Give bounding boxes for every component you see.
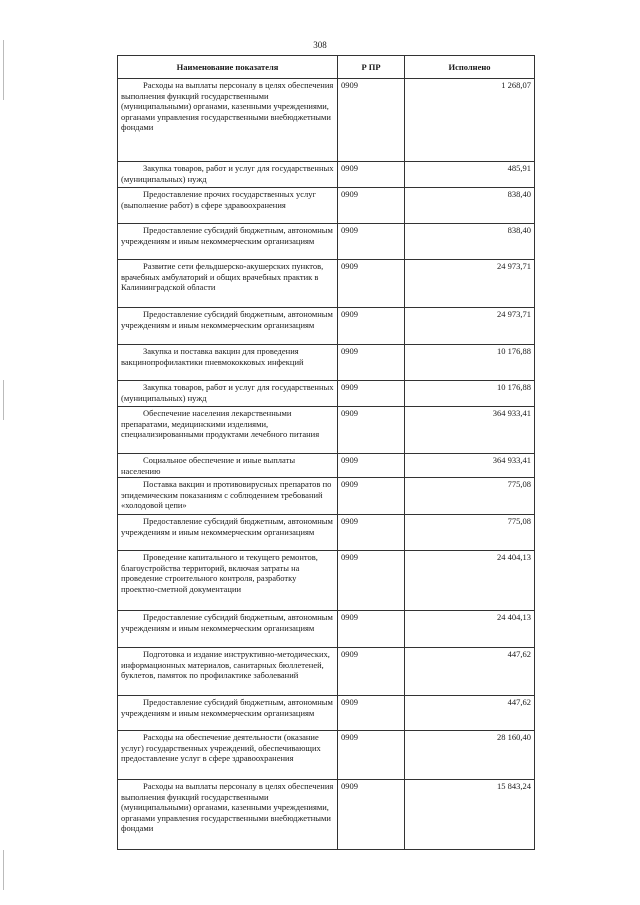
table-row (118, 345, 535, 381)
table-row (118, 224, 535, 260)
row-amount: 1 268,07 (405, 79, 535, 162)
row-code: 0909 (338, 188, 405, 224)
row-code: 0909 (338, 515, 405, 551)
table-row (118, 162, 535, 188)
row-amount: 447,62 (405, 696, 535, 731)
row-amount: 24 973,71 (405, 260, 535, 308)
row-code: 0909 (338, 260, 405, 308)
row-amount: 24 404,13 (405, 611, 535, 648)
row-name: Социальное обеспечение и иные выплаты населению (118, 454, 338, 478)
row-amount: 24 404,13 (405, 551, 535, 611)
row-amount: 15 843,24 (405, 780, 535, 850)
table-row (118, 780, 535, 850)
row-code: 0909 (338, 345, 405, 381)
row-amount: 10 176,88 (405, 345, 535, 381)
column-header-code: Р ПР (338, 56, 405, 79)
table-row (118, 696, 535, 731)
table-row (118, 454, 535, 478)
row-name: Предоставление субсидий бюджетным, автономным учреждениям и иным некоммерческим организациям (118, 611, 338, 648)
table-row (118, 188, 535, 224)
row-code: 0909 (338, 478, 405, 515)
row-amount: 28 160,40 (405, 731, 535, 780)
column-header-name: Наименование показателя (118, 56, 338, 79)
row-name: Предоставление субсидий бюджетным, автономным учреждениям и иным некоммерческим организациям (118, 696, 338, 731)
row-code: 0909 (338, 611, 405, 648)
table-row (118, 308, 535, 345)
table-row (118, 515, 535, 551)
table-row (118, 260, 535, 308)
row-name: Расходы на выплаты персоналу в целях обеспечения выполнения функций государственными (муниципальными) органами, казенными учреждениями, органами управления государственными внебюджетными фондами (118, 780, 338, 850)
row-name: Расходы на выплаты персоналу в целях обеспечения выполнения функций государственными (муниципальными) органами, казенными учреждениями, органами управления государственными внебюджетными фондами (118, 79, 338, 162)
row-code: 0909 (338, 780, 405, 850)
row-name: Предоставление субсидий бюджетным, автономным учреждениям и иным некоммерческим организациям (118, 224, 338, 260)
row-amount: 775,08 (405, 478, 535, 515)
page-number: 308 (313, 40, 327, 50)
table-row (118, 79, 535, 162)
row-code: 0909 (338, 162, 405, 188)
scan-edge-mark (3, 850, 4, 890)
budget-execution-table (117, 55, 535, 850)
row-amount: 838,40 (405, 188, 535, 224)
row-name: Развитие сети фельдшерско-акушерских пунктов, врачебных амбулаторий и общих врачебных практик в Калининградской области (118, 260, 338, 308)
row-name: Поставка вакцин и противовирусных препаратов по эпидемическим показаниям с соблюдением требований «холодовой цепи» (118, 478, 338, 515)
table-row (118, 407, 535, 454)
row-code: 0909 (338, 648, 405, 696)
row-code: 0909 (338, 454, 405, 478)
row-amount: 775,08 (405, 515, 535, 551)
row-name: Предоставление субсидий бюджетным, автономным учреждениям и иным некоммерческим организациям (118, 515, 338, 551)
row-amount: 364 933,41 (405, 454, 535, 478)
table-row (118, 611, 535, 648)
row-code: 0909 (338, 407, 405, 454)
column-header-amount: Исполнено (405, 56, 535, 79)
row-name: Закупка товаров, работ и услуг для государственных (муниципальных) нужд (118, 381, 338, 407)
table-row (118, 551, 535, 611)
row-amount: 10 176,88 (405, 381, 535, 407)
row-code: 0909 (338, 79, 405, 162)
row-name: Проведение капитального и текущего ремонтов, благоустройства территорий, включая затраты на проведение строительного контроля, разработку проектно-сметной документации (118, 551, 338, 611)
row-amount: 24 973,71 (405, 308, 535, 345)
row-code: 0909 (338, 308, 405, 345)
table-row (118, 381, 535, 407)
row-code: 0909 (338, 224, 405, 260)
row-name: Закупка товаров, работ и услуг для государственных (муниципальных) нужд (118, 162, 338, 188)
row-code: 0909 (338, 551, 405, 611)
row-name: Расходы на обеспечение деятельности (оказание услуг) государственных учреждений, обеспечивающих предоставление услуг в сфере здравоохранения (118, 731, 338, 780)
row-name: Предоставление прочих государственных услуг (выполнение работ) в сфере здравоохранения (118, 188, 338, 224)
row-amount: 447,62 (405, 648, 535, 696)
table-row (118, 478, 535, 515)
table-row (118, 731, 535, 780)
row-amount: 485,91 (405, 162, 535, 188)
table-header-row (118, 56, 535, 79)
row-name: Предоставление субсидий бюджетным, автономным учреждениям и иным некоммерческим организациям (118, 308, 338, 345)
row-code: 0909 (338, 696, 405, 731)
row-name: Обеспечение населения лекарственными препаратами, медицинскими изделиями, специализированными продуктами лечебного питания (118, 407, 338, 454)
row-name: Подготовка и издание инструктивно-методических, информационных материалов, санитарных бюллетеней, буклетов, памяток по профилактике заболеваний (118, 648, 338, 696)
row-name: Закупка и поставка вакцин для проведения вакцинопрофилактики пневмококковых инфекций (118, 345, 338, 381)
scan-edge-mark (3, 380, 4, 420)
row-amount: 364 933,41 (405, 407, 535, 454)
row-amount: 838,40 (405, 224, 535, 260)
table-row (118, 648, 535, 696)
row-code: 0909 (338, 381, 405, 407)
row-code: 0909 (338, 731, 405, 780)
